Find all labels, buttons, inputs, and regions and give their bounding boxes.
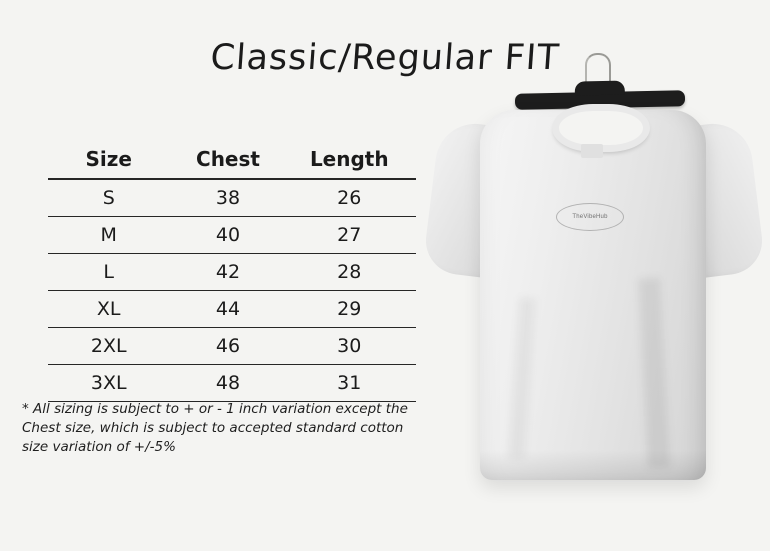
table-row <box>48 217 416 254</box>
cell-size: L <box>48 254 169 291</box>
cell-chest: 42 <box>165 254 290 291</box>
table-row <box>48 179 416 217</box>
table-row <box>48 365 416 402</box>
cell-size: 3XL <box>48 365 169 402</box>
tshirt-hem-shadow <box>480 450 706 480</box>
cell-length: 28 <box>289 254 410 291</box>
cell-size: M <box>48 217 169 254</box>
sizing-disclaimer: * All sizing is subject to + or - 1 inch variation except the Chest size, which is subject to accepted standard cotton size variation of +/-5% <box>22 401 408 455</box>
column-header-length: Length <box>289 145 410 179</box>
size-table-wrapper <box>48 145 416 402</box>
cell-size: S <box>48 179 169 217</box>
cell-chest: 40 <box>165 217 290 254</box>
cell-size: 2XL <box>48 328 169 365</box>
tshirt-neck-label <box>581 144 603 158</box>
table-row <box>48 254 416 291</box>
tshirt-image <box>428 98 758 498</box>
table-header-row <box>48 145 416 179</box>
size-table <box>48 145 416 402</box>
cell-chest: 38 <box>165 179 290 217</box>
cell-length: 26 <box>289 179 410 217</box>
cell-size: XL <box>48 291 169 328</box>
column-header-chest: Chest <box>165 145 290 179</box>
column-header-size: Size <box>48 145 169 179</box>
product-photo <box>410 50 770 530</box>
table-row <box>48 328 416 365</box>
cell-length: 27 <box>289 217 410 254</box>
cell-length: 29 <box>289 291 410 328</box>
cell-length: 30 <box>289 328 410 365</box>
cell-chest: 46 <box>165 328 290 365</box>
tshirt-chest-logo: TheVibeHub <box>556 203 624 231</box>
page-title: Classic/Regular FIT <box>209 38 561 78</box>
cell-chest: 44 <box>165 291 290 328</box>
cell-chest: 48 <box>165 365 290 402</box>
table-row <box>48 291 416 328</box>
cell-length: 31 <box>289 365 410 402</box>
